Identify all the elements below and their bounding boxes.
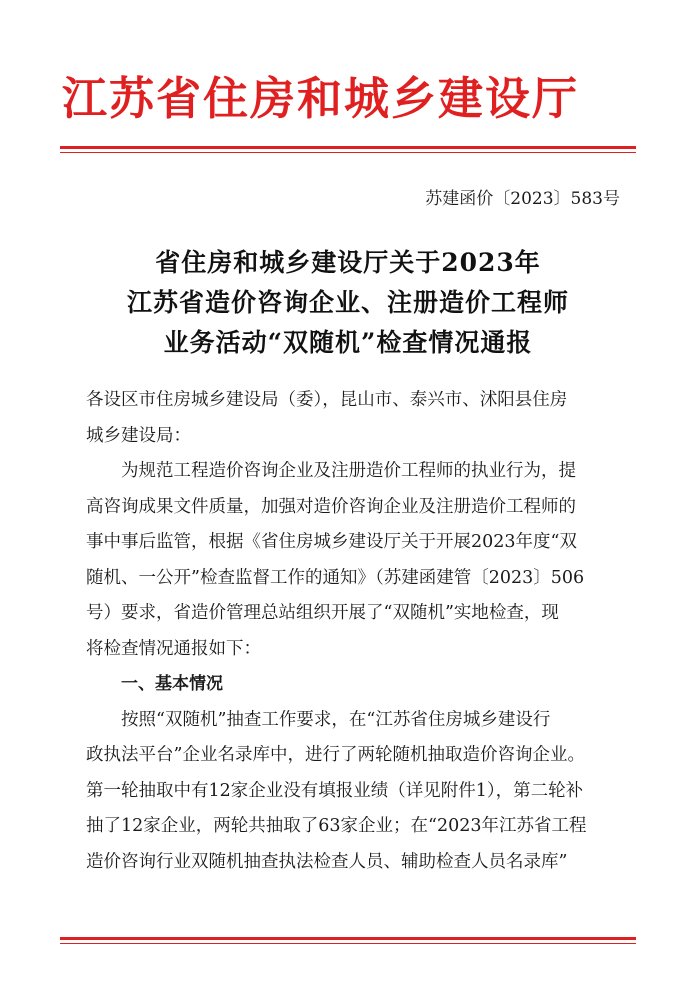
body-line: 为规范工程造价咨询企业及注册造价工程师的执业行为，提 — [121, 461, 576, 481]
body-text — [86, 383, 626, 880]
footer-red-rule — [60, 937, 636, 940]
header-red-rule — [60, 146, 636, 149]
organization-header: 江苏省住房和城乡建设厅 — [62, 72, 580, 125]
body-line: 城乡建设局： — [86, 425, 191, 446]
document-number: 苏建函价〔2023〕583号 — [425, 189, 620, 209]
body-line: 事中事后监管，根据《省住房城乡建设厅关于开展2023年度“双 — [86, 532, 577, 552]
header-red-rule-thin — [60, 152, 636, 153]
body-line: 按照“双随机”抽查工作要求，在“江苏省住房城乡建设行 — [121, 709, 551, 730]
title-line-2: 江苏省造价咨询企业、注册造价工程师 — [126, 288, 569, 317]
body-line: 号）要求，省造价管理总站组织开展了“双随机”实地检查，现 — [86, 603, 559, 623]
body-line: 第一轮抽取中有12家企业没有填报业绩（详见附件1），第二轮补 — [86, 780, 584, 801]
body-line: 各设区市住房城乡建设局（委），昆山市、泰兴市、沭阳县住房 — [86, 390, 568, 410]
section-heading: 一、基本情况 — [121, 674, 223, 694]
title-line-1: 省住房和城乡建设厅关于2023年 — [155, 248, 541, 277]
body-line: 造价咨询行业双随机抽查执法检查人员、辅助检查人员名录库” — [86, 851, 568, 872]
body-line: 随机、一公开”检查监督工作的通知》（苏建函建管〔2023〕506 — [86, 567, 585, 588]
body-line: 政执法平台”企业名录库中，进行了两轮随机抽取造价咨询企业。 — [86, 745, 585, 765]
body-line: 将检查情况通报如下： — [86, 638, 261, 659]
footer-red-rule-thin — [60, 943, 636, 944]
title-line-3: 业务活动“双随机”检查情况通报 — [163, 328, 533, 357]
body-line: 高咨询成果文件质量，加强对造价咨询企业及注册造价工程师的 — [86, 496, 576, 517]
body-line: 抽了12家企业，两轮共抽取了63家企业；在“2023年江苏省工程 — [86, 816, 587, 836]
